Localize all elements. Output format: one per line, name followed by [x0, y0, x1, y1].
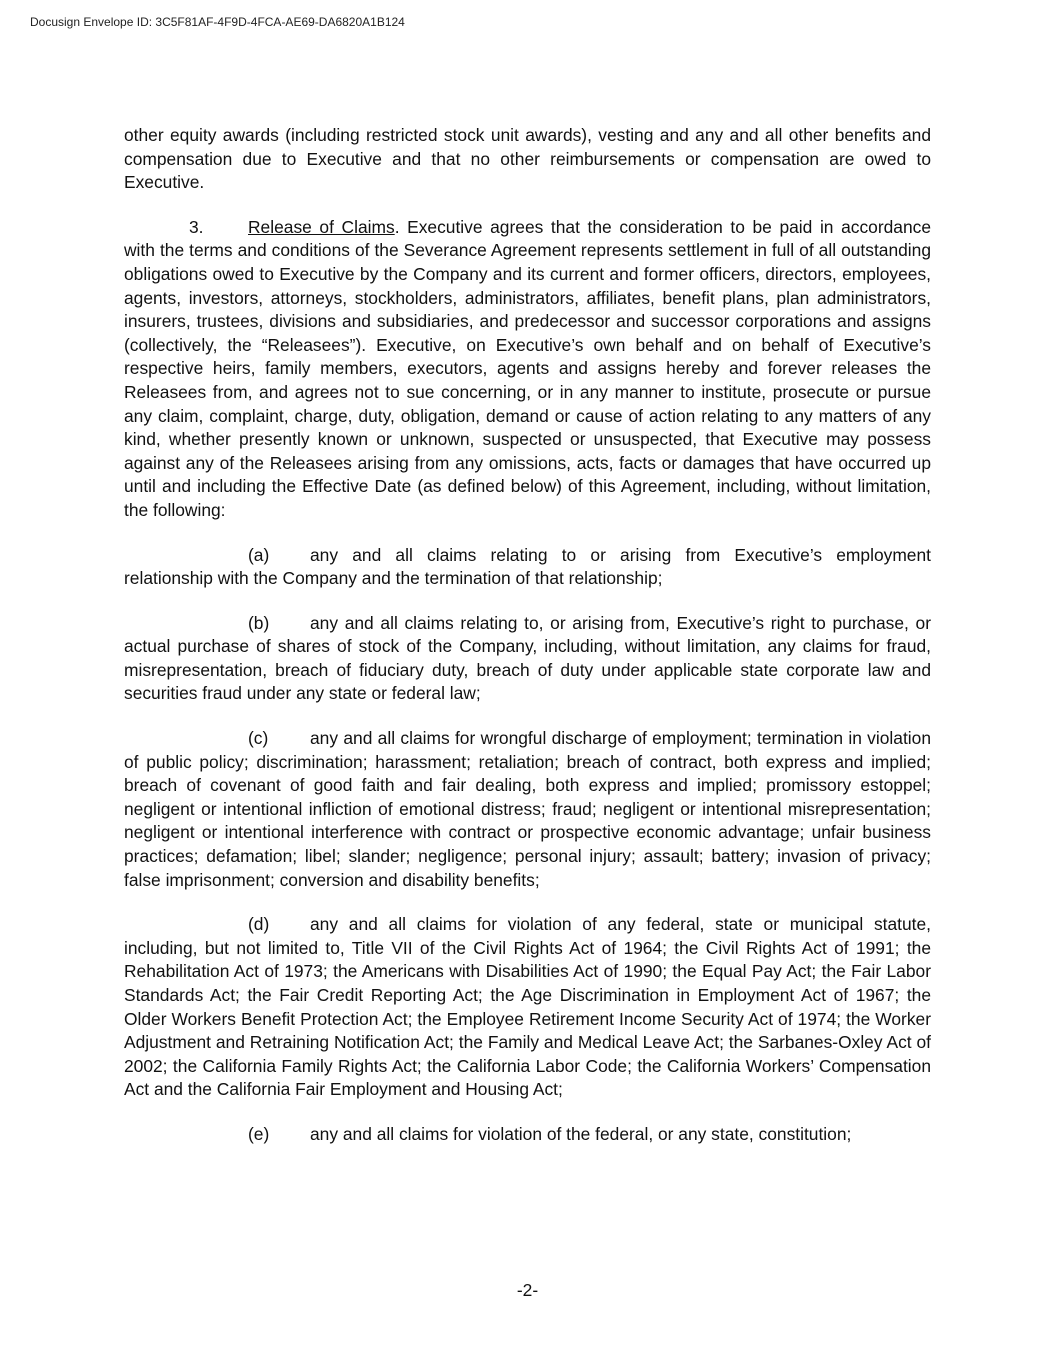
clause-label: (c) — [248, 728, 269, 749]
continuation-paragraph: other equity awards (including restricted stock unit awards), vesting and any and all other benefits and compensation due to Executive and that no other reimbursements or compensation are owed to Executive. — [124, 125, 931, 193]
clause-label: (e) — [248, 1123, 270, 1144]
section-number: 3. — [189, 216, 204, 237]
clause-text: any and all claims for violation of any federal, state or municipal statute, including, but not limited to, Title VII of the Civil Rights Act of 1964; the Civil Rights Act of 1991; the Rehabilitation Act of 1973; the Americans with Disabilities Act of 1990; the Equal Pay Act; the Fair Labor Standards Act; the Fair Credit Reporting Act; the Age Discrimination in Employment Act of 1967; the Older Workers Benefit Protection Act; the Employee Retirement Income Security Act of 1974; the Worker Adjustment and Retraining Notification Act; the Family and Medical Leave Act; the Sarbanes-Oxley Act of 2002; the California Family Rights Act; the California Labor Code; the California Workers’ Compensation Act and the California Fair Employment and Housing Act; — [124, 914, 931, 1100]
clause-d — [124, 913, 931, 1102]
clause-a — [124, 544, 931, 591]
clause-e — [124, 1123, 931, 1147]
clause-label: (d) — [248, 914, 270, 935]
section-text: . Executive agrees that the consideration to be paid in accordance with the terms and conditions of the Severance Agreement represents settlement in full of all outstanding obligations owed to Executive by the Company and its current and former officers, directors, employees, agents, investors, attorneys, stockholders, administrators, affiliates, benefit plans, plan administrators, insurers, trustees, divisions and subsidiaries, and predecessor and successor corporations and assigns (collectively, the “Releasees”). Executive, on Executive’s own behalf and on behalf of Executive’s respective heirs, family members, executors, agents and assigns hereby and forever releases the Releasees from, and agrees not to sue concerning, or in any manner to institute, prosecute or pursue any claim, complaint, charge, duty, obligation, demand or cause of action relating to any matters of any kind, whether presently known or unknown, suspected or unsuspected, that Executive may possess against any of the Releasees arising from any omissions, acts, facts or damages that have occurred up until and including the Effective Date (as defined below) of this Agreement, including, without limitation, the following: — [124, 216, 932, 520]
clause-label: (a) — [248, 544, 270, 565]
clause-c — [124, 727, 931, 892]
clause-label: (b) — [248, 612, 270, 633]
section-heading: Release of Claims — [248, 216, 395, 237]
page-number: -2- — [516, 1280, 539, 1300]
docusign-envelope-id: Docusign Envelope ID: 3C5F81AF-4F9D-4FCA-AE69-DA6820A1B124 — [30, 15, 405, 29]
clause-text: any and all claims for violation of the federal, or any state, constitution; — [310, 1123, 852, 1144]
document-body — [124, 124, 931, 1147]
clause-b — [124, 612, 931, 706]
clause-text: any and all claims for wrongful discharge of employment; termination in violation of public policy; discrimination; harassment; retaliation; breach of contract, both express and implied; breach of covenant of good faith and fair dealing, both express and implied; promissory estoppel; negligent or intentional infliction of emotional distress; fraud; negligent or intentional misrepresentation; negligent or intentional interference with contract or prospective economic advantage; unfair business practices; defamation; libel; slander; negligence; personal injury; assault; battery; invasion of privacy; false imprisonment; conversion and disability benefits; — [124, 728, 931, 890]
section-3-release-of-claims — [124, 216, 931, 523]
clause-text: any and all claims relating to, or arising from, Executive’s right to purchase, or actual purchase of shares of stock of the Company, including, without limitation, any claims for fraud, misrepresentation, breach of fiduciary duty, breach of duty under applicable state corporate law and securities fraud under any state or federal law; — [124, 612, 931, 704]
clause-text: any and all claims relating to or arising from Executive’s employment relationship with the Company and the termination of that relationship; — [124, 544, 931, 589]
